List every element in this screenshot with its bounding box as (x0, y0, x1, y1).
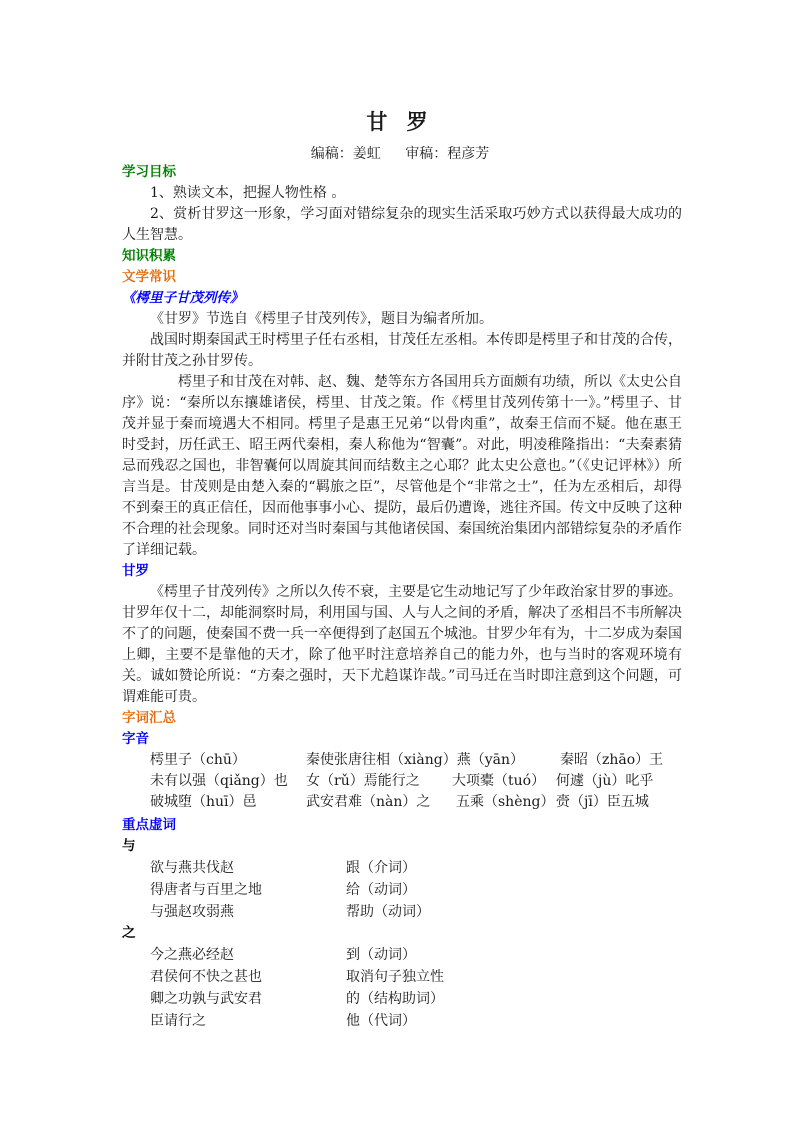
pron-item: 大项橐（tuó） (452, 773, 546, 789)
usage-meaning: 的（结构助词） (346, 990, 444, 1007)
ganluo-heading: 甘罗 (122, 563, 149, 579)
pron-item: 秦昭（zhāo）王 (560, 752, 664, 768)
yu-heading: 与 (122, 838, 136, 854)
usage-meaning: 取消句子独立性 (346, 968, 444, 985)
pronunciation-heading: 字音 (122, 731, 149, 747)
pronunciation-table (122, 750, 682, 813)
goal-2: 2、赏析甘罗这一形象，学习面对错综复杂的现实生活采取巧妙方式以获得最大成功的人生智慧。 (122, 206, 682, 243)
yu-list (122, 857, 682, 923)
usage-example: 得唐者与百里之地 (150, 881, 262, 898)
goal-1: 1、熟读文本，把握人物性格 。 (150, 185, 346, 201)
usage-meaning: 他（代词） (346, 1012, 416, 1029)
pron-item: 女（rǔ）焉能行之 (306, 773, 420, 789)
pron-row (150, 792, 682, 813)
function-words-heading: 重点虚词 (122, 817, 176, 833)
author-line (0, 143, 800, 163)
usage-meaning: 跟（介词） (346, 859, 416, 876)
usage-example: 君侯何不快之甚也 (150, 968, 262, 985)
usage-example: 与强赵攻弱燕 (150, 903, 234, 920)
page-title: 甘 罗 (366, 110, 434, 134)
goals-heading: 学习目标 (122, 164, 176, 180)
pron-item: 樗里子（chū） (150, 752, 246, 768)
pron-row (150, 771, 682, 792)
usage-row (150, 901, 682, 923)
zhi-list (122, 944, 682, 1032)
usage-example: 臣请行之 (150, 1012, 206, 1029)
vocab-heading: 字词汇总 (122, 710, 176, 726)
editor-credit: 编稿：姜虹 (310, 146, 381, 162)
usage-row (150, 944, 682, 966)
paragraph-1: 《甘罗》节选自《樗里子甘茂列传》，题目为编者所加。 (150, 311, 493, 327)
pron-item: 秦使张唐往相（xiàng）燕（yān） (306, 752, 524, 768)
usage-example: 今之燕必经赵 (150, 946, 234, 963)
pron-item: 赍（jī）臣五城 (556, 794, 649, 810)
knowledge-heading: 知识积累 (122, 248, 176, 264)
pron-item: 武安君难（nàn）之 (306, 794, 431, 810)
usage-meaning: 给（动词） (346, 881, 416, 898)
usage-row (150, 879, 682, 901)
usage-meaning: 帮助（动词） (346, 903, 430, 920)
paragraph-4: 《樗里子甘茂列传》之所以久传不衰，主要是它生动地记写了少年政治家甘罗的事迹。甘罗年仅十二，却能洞察时局，利用国与国、人与人之间的矛盾，解决了丞相吕不韦所解决不了的问题，使秦国不费一兵一卒便得到了赵国五个城池。甘罗少年有为，十二岁成为秦国上卿，主要不是靠他的天才，除了他平时注意培养自己的能力外，也与当时的客观环境有关。诚如赞论所说：“方秦之强时，天下尤趋谋诈哉。”司马迁在当时即注意到这个问题，可谓难能可贵。 (122, 584, 682, 705)
reviewer-credit: 审稿：程彦芳 (405, 146, 490, 162)
paragraph-2: 战国时期秦国武王时樗里子任右丞相，甘茂任左丞相。本传即是樗里子和甘茂的合传，并附甘茂之孙甘罗传。 (122, 332, 682, 369)
usage-row (150, 1010, 682, 1032)
usage-meaning: 到（动词） (346, 946, 416, 963)
paragraph-3: 樗里子和甘茂在对韩、赵、魏、楚等东方各国用兵方面颇有功绩，所以《太史公自序》说：“秦所以东攘雄诸侯，樗里、甘茂之策。作《樗里甘茂列传第十一》。”樗里子、甘茂并显于秦而境遇大不相同。樗里子是惠王兄弟“以骨肉重”，故秦王信而不疑。他在惠王时受封，历任武王、昭王两代秦相，秦人称他为“智囊”。对此，明凌稚隆指出：“夫秦素猜忌而残忍之国也，非智囊何以周旋其间而结数主之心耶？此太史公意也。”（《史记评林》）所言当是。甘茂则是由楚入秦的“羁旅之臣”，尽管他是个“非常之士”，任为左丞相后，却得不到秦王的真正信任，因而他事事小心、提防，最后仍遭谗，逃往齐国。传文中反映了这种不合理的社会现象。同时还对当时秦国与其他诸侯国、秦国统治集团内部错综复杂的矛盾作了详细记载。 (122, 374, 682, 558)
pron-item: 未有以强（qiǎng）也 (150, 773, 288, 789)
work-title: 《樗里子甘茂列传》 (122, 290, 244, 306)
usage-row (150, 857, 682, 879)
pron-item: 五乘（shèng） (456, 794, 555, 810)
usage-example: 卿之功孰与武安君 (150, 990, 262, 1007)
pron-row (150, 750, 682, 771)
usage-row (150, 988, 682, 1010)
document-body (122, 162, 682, 1032)
literary-heading: 文学常识 (122, 269, 176, 285)
usage-row (150, 966, 682, 988)
pron-item: 何遽（jù）叱乎 (556, 773, 654, 789)
pron-item: 破城堕（huī）邑 (150, 794, 257, 810)
zhi-heading: 之 (122, 925, 136, 941)
usage-example: 欲与燕共伐赵 (150, 859, 234, 876)
